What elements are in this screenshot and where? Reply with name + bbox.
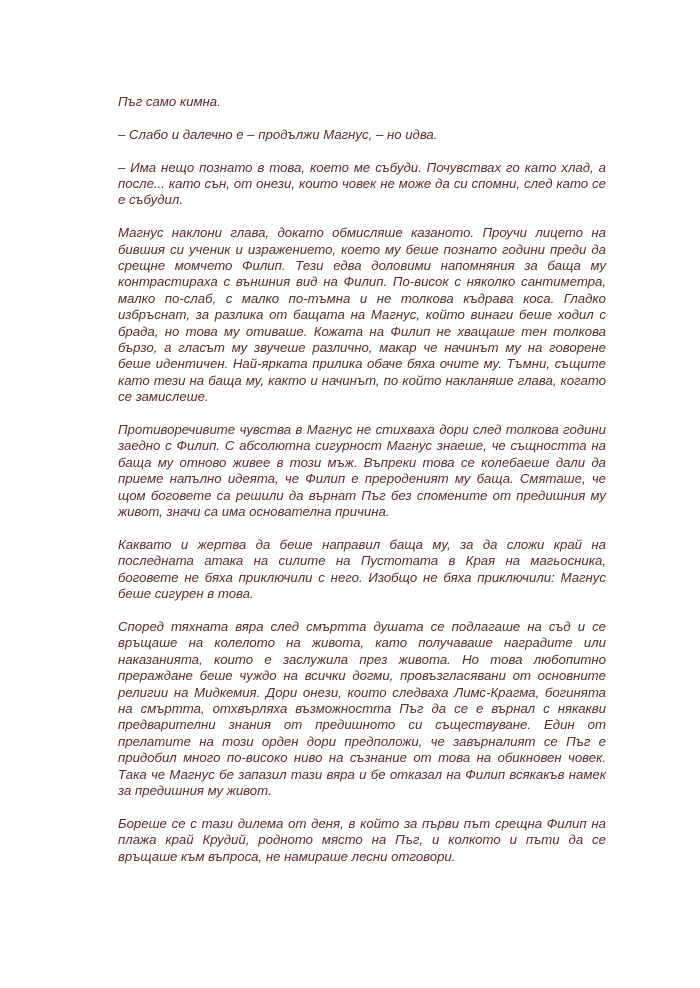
paragraph: Бореше се с тази дилема от деня, в който за първи път срещна Филип на плажа край Крудий, родното място на Пъг, и колкото и пъти да се връщаше към въпроса, не намираше лесни отговори. <box>118 815 606 864</box>
paragraph: Каквато и жертва да беше направил баща му, за да сложи край на последната атака на силите на Пустотата в Края на магьосника, боговете не бяха приключили с него. Изобщо не бяха приключили: Магнус беше сигурен в това. <box>118 536 606 602</box>
paragraph: Според тяхната вяра след смъртта душата се подлагаше на съд и се връщаше на колелото на живота, като получаваше наградите или наказанията, които е заслужила през живота. Но това любопитно прераждане беше чуждо на всички догми, провъзгласявани от основните религии на Мидкемия. Дори онези, които следваха Лимс-Крагма, богинята на смъртта, отхвърляха възможността Пъг да се е върнал с някакви предварителни знания от предишното си съществуване. Един от прелатите на този орден дори предположи, че завърналият се Пъг е придобил много по-високо ниво на съзнание от това на обикновен човек. Така че Магнус бе запазил тази вяра и бе отказал на Филип всякакъв намек за предишния му живот. <box>118 618 606 798</box>
paragraph: – Има нещо познато в това, което ме събуди. Почувствах го като хлад, а после... като сън, от онези, които човек не може да си спомни, след като се е събудил. <box>118 159 606 208</box>
paragraph: Противоречивите чувства в Магнус не стихваха дори след толкова години заедно с Филип. С абсолютна сигурност Магнус знаеше, че същността на баща му отново живее в този мъж. Въпреки това се колебаеше дали да приеме напълно идеята, че Филип е прероденият му баща. Смяташе, че щом боговете са решили да върнат Пъг без спомените от предишния му живот, значи са има основателна причина. <box>118 422 606 520</box>
text-column <box>118 94 606 881</box>
paragraph: Магнус наклони глава, докато обмисляше казаното. Проучи лицето на бившия си ученик и изражението, което му беше познато години преди да срещне момчето Филип. Тези едва доловими напомняния за баща му контрастираха с външния вид на Филип. По-висок с няколко сантиметра, малко по-слаб, с малко по-тъмна и не толкова къдрава коса. Гладко избръснат, за разлика от бащата на Магнус, който винаги беше ходил с брада, но това му отиваше. Кожата на Филип не хващаше тен толкова бързо, а гласът му звучеше различно, макар че начинът му на говорене беше идентичен. Най-ярката прилика обаче бяха очите му. Тъмни, същите като тези на баща му, както и начинът, по който накланяше глава, когато се замислеше. <box>118 225 606 405</box>
paragraph: – Слабо и далечно е – продължи Магнус, – но идва. <box>118 126 438 142</box>
paragraph: Пъг само кимна. <box>118 94 221 109</box>
